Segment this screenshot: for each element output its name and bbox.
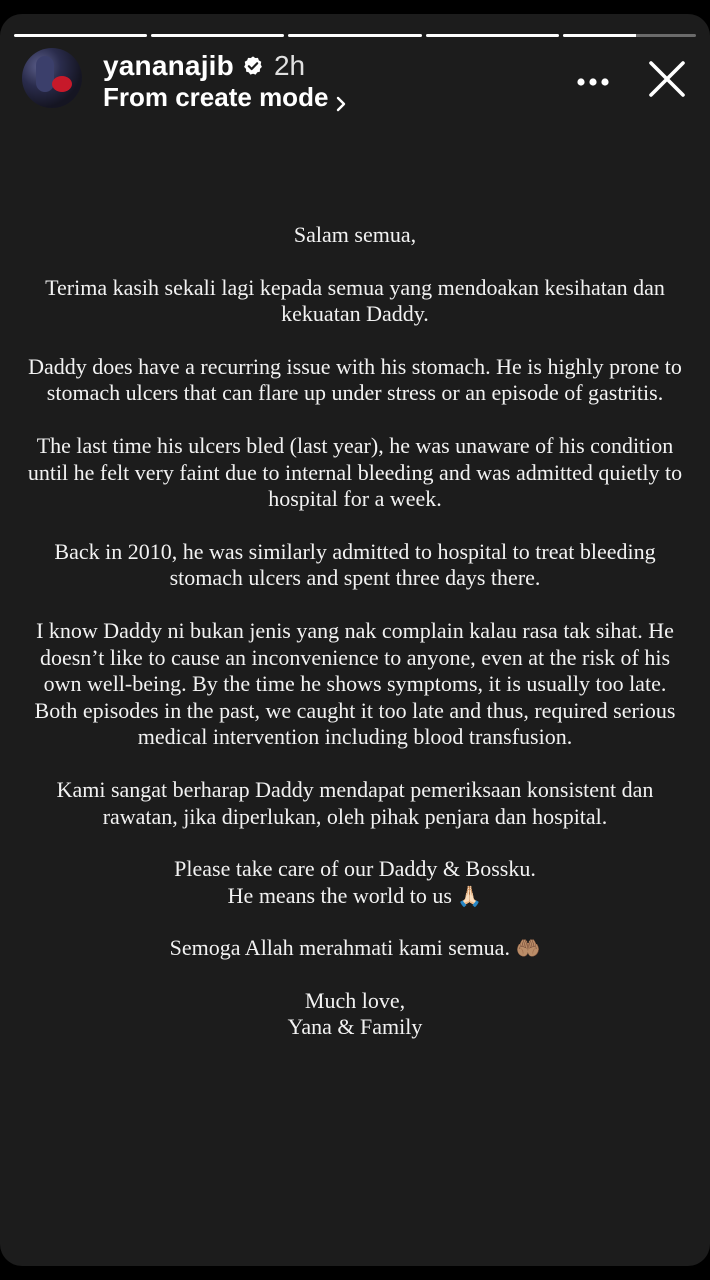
letter-paragraph-thanks: Terima kasih sekali lagi kepada semua yang mendoakan kesihatan dan kekuatan Daddy.: [45, 274, 665, 327]
world-to-us-line: He means the world to us: [227, 882, 452, 908]
avatar-red-accent: [52, 76, 72, 92]
story-progress-bar: [14, 34, 696, 37]
letter-sign-off: [20, 988, 690, 1041]
chevron-right-icon: [334, 89, 348, 107]
progress-segment: [151, 34, 284, 37]
user-line: [103, 50, 305, 82]
close-icon[interactable]: [648, 60, 686, 98]
progress-fill: [151, 34, 284, 37]
progress-segment: [14, 34, 147, 37]
take-care-line: Please take care of our Daddy & Bossku.: [174, 856, 536, 882]
letter-paragraph-stomach-issue: Daddy does have a recurring issue with his stomach. He is highly prone to stomach ulcers that can flare up under stress or an episode of gastritis.: [28, 353, 682, 406]
story-header: [22, 48, 690, 110]
progress-segment: [563, 34, 696, 37]
palms-up-icon: 🤲🏽: [515, 936, 541, 961]
progress-segment: [426, 34, 559, 37]
story-card[interactable]: [0, 14, 710, 1266]
letter-paragraph-blessing: [20, 935, 690, 962]
letter-greeting: Salam semua,: [293, 222, 417, 247]
progress-fill: [426, 34, 559, 37]
progress-fill: [288, 34, 421, 37]
more-options-icon[interactable]: [576, 74, 610, 84]
letter-paragraph-last-year: The last time his ulcers bled (last year), he was unaware of his condition until he felt very faint due to internal bleeding and was admitted quietly to hospital for a week.: [27, 432, 683, 512]
progress-segment: [288, 34, 421, 37]
post-time: 2h: [273, 50, 306, 81]
username[interactable]: yananajib: [103, 50, 234, 81]
letter-paragraph-symptoms: I know Daddy ni bukan jenis yang nak complain kalau rasa tak sihat. He doesn’t like to cause an inconvenience to anyone, even at the risk of his own well-being. By the time he shows symptoms, it is usually too late. Both episodes in the past, we caught it too late and thus, required serious medical intervention including blood transfusion.: [34, 617, 676, 750]
letter-paragraph-2010: Back in 2010, he was similarly admitted to hospital to treat bleeding stomach ulcers and spent three days there.: [54, 538, 656, 591]
progress-fill: [14, 34, 147, 37]
create-mode-label: From create mode: [103, 82, 329, 112]
create-mode-link[interactable]: [103, 82, 348, 113]
letter-body: [20, 222, 690, 1067]
closing-line: Much love,: [304, 987, 406, 1013]
avatar[interactable]: [22, 48, 82, 108]
letter-paragraph-take-care: [20, 856, 690, 909]
progress-fill: [563, 34, 636, 37]
letter-paragraph-hope: Kami sangat berharap Daddy mendapat pemeriksaan konsistent dan rawatan, jika diperlukan, oleh pihak penjara dan hospital.: [56, 776, 654, 829]
signature-line: Yana & Family: [287, 1014, 423, 1040]
verified-badge-icon: [242, 55, 264, 77]
praying-hands-icon: 🙏🏻: [457, 883, 483, 908]
avatar-figure: [36, 56, 54, 92]
blessing-line: Semoga Allah merahmati kami semua.: [169, 935, 510, 961]
